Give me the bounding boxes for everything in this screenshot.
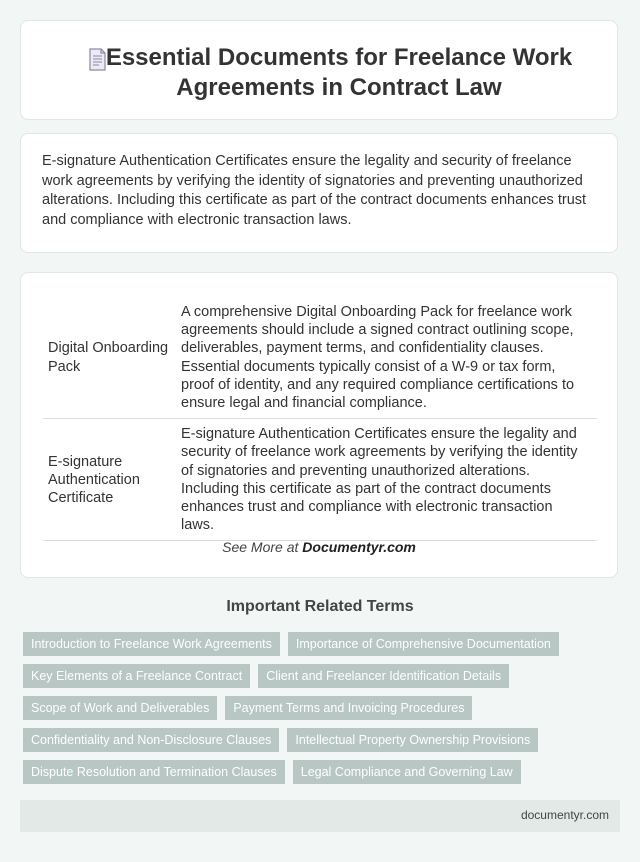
related-term-tag[interactable]: Legal Compliance and Governing Law	[293, 760, 521, 784]
related-term-tag[interactable]: Intellectual Property Ownership Provisions	[287, 728, 538, 752]
see-more-site[interactable]: Documentyr.com	[302, 539, 416, 555]
footer-site[interactable]: documentyr.com	[520, 808, 609, 822]
table-row	[43, 297, 597, 419]
related-term-tag[interactable]: Introduction to Freelance Work Agreements	[23, 632, 280, 656]
related-term-tag[interactable]: Confidentiality and Non-Disclosure Clauses	[23, 728, 279, 752]
related-term-tag[interactable]: Key Elements of a Freelance Contract	[23, 664, 250, 688]
intro-text: E-signature Authentication Certificates ensure the legality and security of freelance work agreements by verifying the identity of signatories and preventing unauthorized alterations. Including this certificate as part of the contract documents enhances trust and compliance with electronic transaction laws.	[42, 153, 587, 228]
related-term-tag[interactable]: Dispute Resolution and Termination Clauses	[23, 760, 285, 784]
term-cell: Digital Onboarding Pack	[43, 297, 179, 419]
related-term-tag[interactable]: Scope of Work and Deliverables	[23, 696, 217, 720]
intro-card	[20, 133, 618, 253]
page-title: Essential Documents for Freelance Work Agreements in Contract Law	[105, 44, 573, 101]
related-term-tag[interactable]: Payment Terms and Invoicing Procedures	[225, 696, 472, 720]
related-term-tag[interactable]: Importance of Comprehensive Documentation	[288, 632, 559, 656]
title-card	[20, 20, 618, 120]
related-terms-heading: Important Related Terms	[226, 598, 414, 615]
term-cell: E-signature Authentication Certificate	[43, 419, 179, 541]
table-row	[43, 419, 597, 541]
related-term-tag[interactable]: Client and Freelancer Identification Details	[258, 664, 509, 688]
documents-table-card	[20, 272, 618, 578]
documents-table	[43, 297, 597, 541]
related-terms-list	[23, 632, 623, 792]
footer	[20, 800, 620, 832]
see-more-prefix: See More at	[222, 539, 299, 555]
see-more-link[interactable]	[21, 539, 617, 555]
description-cell: A comprehensive Digital Onboarding Pack for freelance work agreements should include a signed contract outlining scope, deliverables, payment terms, and confidentiality clauses. Essential documents typically consist of a W-9 or tax form, proof of identity, and any required compliance certifications to ensure legal and financial compliance.	[179, 297, 597, 419]
description-cell: E-signature Authentication Certificates ensure the legality and security of freelance work agreements by verifying the identity of signatories and preventing unauthorized alterations. Including this certificate as part of the contract documents enhances trust and compliance with electronic transaction laws.	[179, 419, 597, 541]
